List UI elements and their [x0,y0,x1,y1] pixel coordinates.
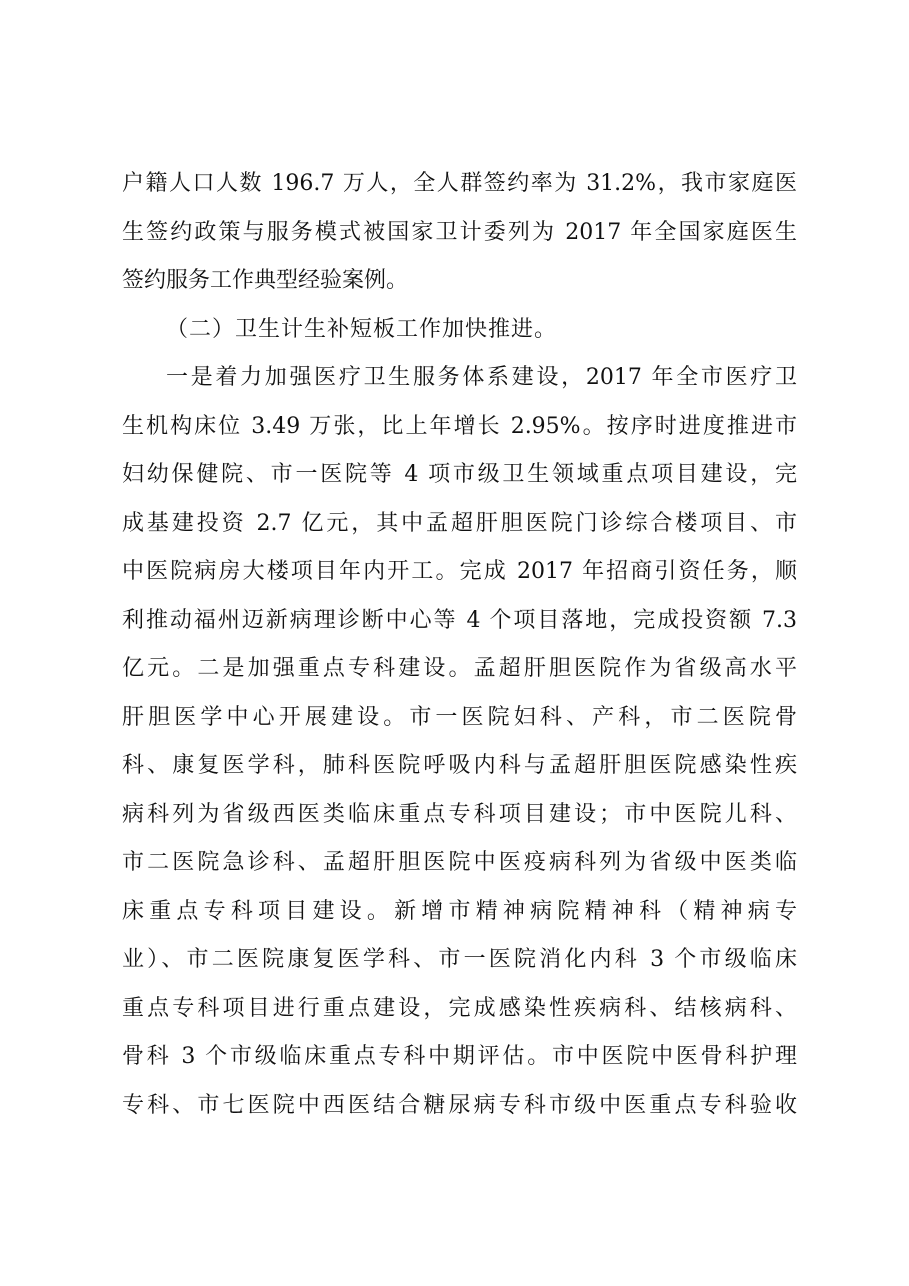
text-line: 生签约政策与服务模式被国家卫计委列为 2017 年全国家庭医生 [122,219,797,245]
text-line: 骨科 3 个市级临床重点专科中期评估。市中医院中医骨科护理 [122,1044,797,1069]
text-line: 生机构床位 3.49 万张，比上年增长 2.95%。按序时进度推进市 [122,413,797,439]
text-line: 妇幼保健院、市一医院等 4 项市级卫生领域重点项目建设，完 [122,462,797,487]
text-line: 重点专科项目进行重点建设，完成感染性疾病科、结核病科、 [122,995,797,1021]
text-line: 签约服务工作典型经验案例。 [122,268,409,293]
text-line: 成基建投资 2.7 亿元，其中孟超肝胆医院门诊综合楼项目、市 [122,510,797,536]
text-line: 利推动福州迈新病理诊断中心等 4 个项目落地，完成投资额 7.3 [122,607,797,633]
text-line: 一是着力加强医疗卫生服务体系建设，2017 年全市医疗卫 [166,365,797,390]
body-text [122,160,797,1130]
text-line: 科、康复医学科，肺科医院呼吸内科与孟超肝胆医院感染性疾 [122,753,797,778]
text-line: 专科、市七医院中西医结合糖尿病专科市级中医重点专科验收 [122,1092,797,1118]
text-line: 业）、市二医院康复医学科、市一医院消化内科 3 个市级临床 [122,947,797,972]
text-line: 亿元。二是加强重点专科建设。孟超肝胆医院作为省级高水平 [122,656,797,681]
text-line: 中医院病房大楼项目年内开工。完成 2017 年招商引资任务，顺 [122,559,797,584]
text-line: 肝胆医学中心开展建设。市一医院妇科、产科，市二医院骨 [122,704,797,730]
section-heading: （二）卫生计生补短板工作加快推进。 [166,316,558,342]
text-line: 市二医院急诊科、孟超肝胆医院中医疫病科列为省级中医类临 [122,850,797,875]
text-line: 户籍人口人数 196.7 万人，全人群签约率为 31.2%，我市家庭医 [122,171,797,196]
text-line: 病科列为省级西医类临床重点专科项目建设；市中医院儿科、 [122,801,797,827]
text-line: 床重点专科项目建设。新增市精神病院精神科（精神病专 [122,898,797,924]
